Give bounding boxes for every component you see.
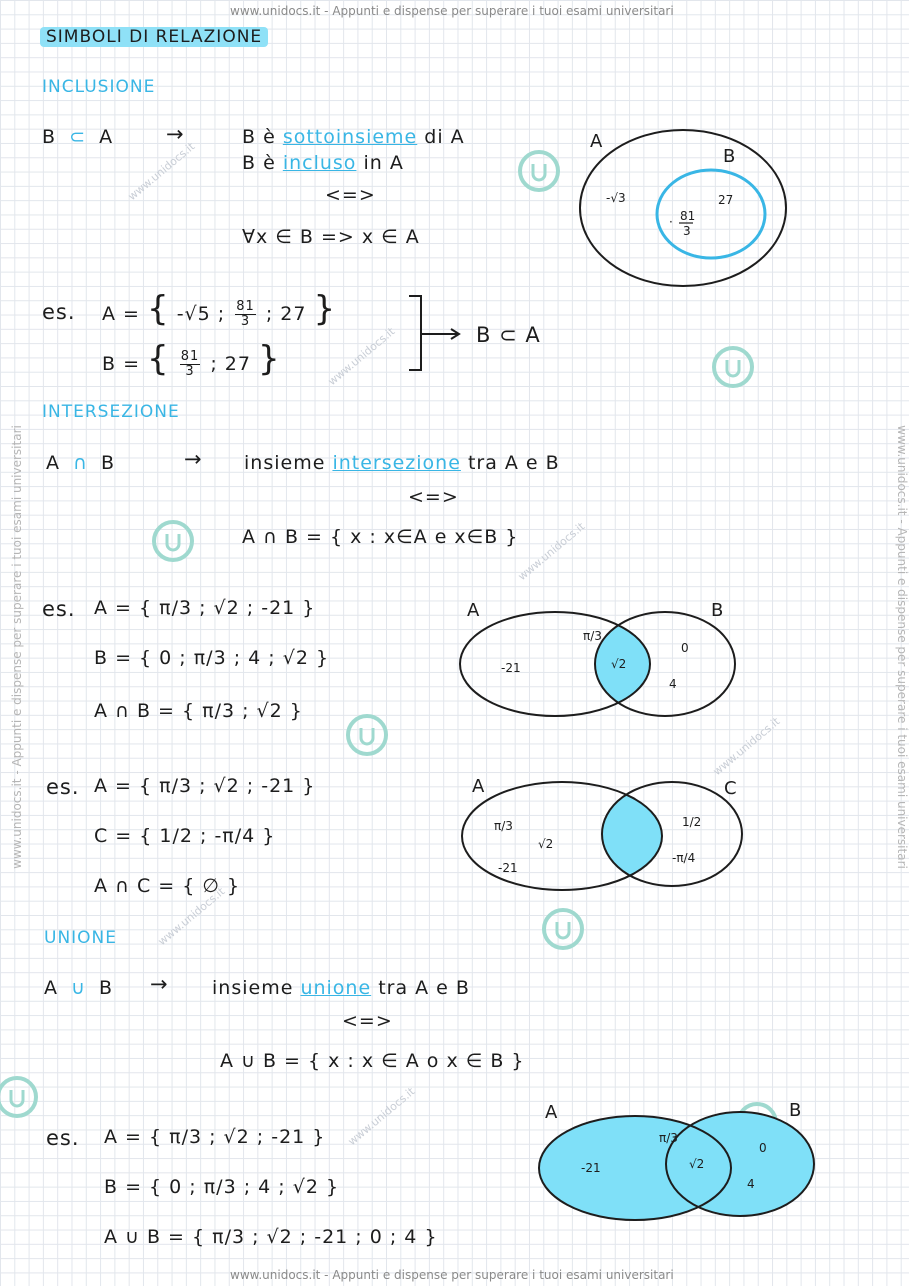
unione-set-b: B = { 0 ; π/3 ; 4 ; √2 } [104,1176,340,1198]
point-label: 0 [681,641,689,655]
point-label: -21 [501,661,521,675]
bracket-arrow-icon [405,292,475,374]
label-a: A [545,1102,558,1123]
es-label: es. [42,597,76,621]
label-b: B [723,146,736,167]
set-item: 27 [280,303,307,325]
line2-a: B è [242,152,276,174]
keyword-incluso: incluso [282,152,357,174]
arrow-icon: → [150,972,169,996]
page-title [40,27,268,47]
intersezione-ex2-result: A ∩ C = { ∅ } [94,875,241,897]
point-label: -√3 [606,191,626,205]
arrow-icon: → [184,447,203,471]
point-label: √2 [538,837,554,851]
inclusione-venn-diagram [570,122,800,292]
intersezione-ex2-set-a: A = { π/3 ; √2 ; -21 } [94,775,316,797]
point-label: π/3 [494,819,513,833]
expr-right: B [101,452,116,474]
desc-a: insieme [212,977,294,999]
desc-c: tra A e B [467,452,560,474]
unidocs-logo-icon [344,712,390,758]
unione-heading: UNIONE [44,928,118,948]
unione-set-a: A = { π/3 ; √2 ; -21 } [104,1126,326,1148]
diagonal-watermark: www.unidocs.it [515,519,588,584]
point-label: π/3 [659,1131,678,1145]
page-title-text: SIMBOLI DI RELAZIONE [40,27,268,47]
inclusione-line1 [242,126,465,148]
label-b: B [789,1100,802,1121]
inclusione-result: B ⊂ A [476,323,541,347]
label-c: C [724,778,737,799]
unidocs-logo-icon [516,148,562,194]
point-label: 27 [718,193,734,207]
point-label: √2 [689,1157,705,1171]
brace-open: { [147,339,170,379]
set-b-prefix: B = [102,353,140,375]
intersezione-heading: INTERSEZIONE [42,402,180,422]
brace-close: } [313,289,337,329]
header-watermark: www.unidocs.it - Appunti e dispense per superare i tuoi esami universitari [230,4,674,18]
subset-symbol: ⊂ [69,126,87,148]
intersezione-expression [46,452,115,474]
set-a-prefix: A = [102,303,140,325]
intersezione-desc [244,452,560,474]
es-label: es. [42,300,76,324]
expr-right: B [99,977,114,999]
inclusione-formula: ∀x ∈ B => x ∈ A [242,226,420,248]
equivalence-symbol: <=> [408,486,459,508]
line1-c: di A [424,126,465,148]
inclusione-line2 [242,152,404,174]
unione-expression [44,977,113,999]
es-label: es. [46,1126,80,1150]
point-label: π/3 [583,629,602,643]
desc-a: insieme [244,452,326,474]
diagonal-watermark: www.unidocs.it [125,139,198,204]
expr-right: A [99,126,114,148]
fraction: $\frac{81}{3}$ [180,349,200,379]
point-label: √2 [611,657,627,671]
point-label: 4 [669,677,677,691]
footer-watermark: www.unidocs.it - Appunti e dispense per superare i tuoi esami universitari [230,1268,674,1282]
intersezione-formula: A ∩ B = { x : x∈A e x∈B } [242,526,519,548]
inclusione-set-b: B = { $\frac{81}{3}$ ; 27 } [102,339,281,379]
inclusione-heading: INCLUSIONE [42,77,156,97]
unione-result: A ∪ B = { π/3 ; √2 ; -21 ; 0 ; 4 } [104,1226,438,1248]
line2-c: in A [363,152,404,174]
union-symbol: ∪ [71,977,86,999]
unidocs-logo-icon [540,906,586,952]
keyword-intersezione: intersezione [332,452,461,474]
point-dot: · [669,215,673,229]
point-label: 1/2 [682,815,702,829]
diagonal-watermark: www.unidocs.it [345,1084,418,1149]
fraction: $\frac{81}{3}$ [236,299,255,329]
point-label: -21 [498,861,518,875]
point-label: 3 [683,224,691,238]
expr-left: A [44,977,58,999]
intersezione-ex2-set-c: C = { 1/2 ; -π/4 } [94,825,276,847]
point-label: -21 [581,1161,601,1175]
diagonal-watermark: www.unidocs.it [325,324,398,389]
arrow-icon: → [166,122,185,146]
expr-left: B [42,126,57,148]
inclusione-set-a: A = { -√5 ; $\frac{81}{3}$ ; 27 } [102,289,337,329]
intersection-symbol: ∩ [73,452,88,474]
intersezione-ex1-result: A ∩ B = { π/3 ; √2 } [94,700,303,722]
diagonal-watermark: www.unidocs.it [710,714,783,779]
point-label: -π/4 [672,851,696,865]
set-b-ellipse [657,170,765,258]
brace-close: } [258,339,281,379]
equivalence-symbol: <=> [342,1010,393,1032]
unione-venn-diagram [535,1096,825,1226]
right-side-watermark: www.unidocs.it - Appunti e dispense per superare i tuoi esami universitari [894,425,909,869]
unione-desc [212,977,470,999]
diagonal-watermark: www.unidocs.it [155,884,228,949]
intersezione-venn-diagram-2 [460,774,750,894]
intersezione-ex1-set-b: B = { 0 ; π/3 ; 4 ; √2 } [94,647,330,669]
unidocs-logo-icon [710,344,756,390]
keyword-sottoinsieme: sottoinsieme [282,126,418,148]
point-label: 0 [759,1141,767,1155]
equivalence-symbol: <=> [325,184,376,206]
set-item: 27 [224,353,251,375]
keyword-unione: unione [300,977,372,999]
unione-formula: A ∪ B = { x : x ∈ A o x ∈ B } [220,1050,525,1072]
label-a: A [590,131,603,152]
point-label: 81 [680,209,696,223]
label-b: B [711,600,724,621]
expr-left: A [46,452,60,474]
intersezione-ex1-set-a: A = { π/3 ; √2 ; -21 } [94,597,316,619]
line1-a: B è [242,126,276,148]
point-label: 4 [747,1177,755,1191]
es-label: es. [46,775,80,799]
desc-c: tra A e B [378,977,470,999]
unidocs-logo-icon [0,1074,40,1120]
set-item: -√5 [176,303,211,325]
unidocs-logo-icon [150,518,196,564]
inclusione-expression [42,126,113,148]
label-a: A [467,600,480,621]
left-side-watermark: www.unidocs.it - Appunti e dispense per superare i tuoi esami universitari [9,425,24,869]
intersezione-venn-diagram-1 [455,596,745,726]
label-a: A [472,776,485,797]
set-a-ellipse [580,130,786,286]
brace-open: { [147,289,170,329]
